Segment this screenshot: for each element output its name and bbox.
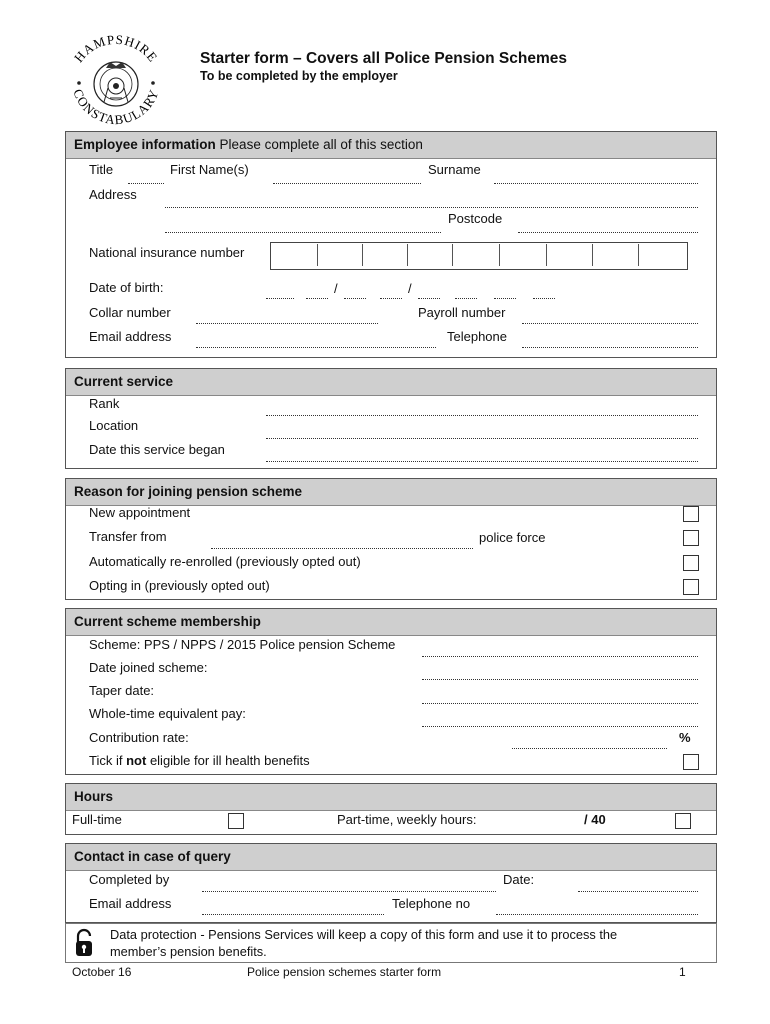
dob-label: Date of birth: — [89, 280, 164, 295]
contact-email-field[interactable] — [202, 914, 384, 915]
date-service-began-label: Date this service began — [89, 442, 225, 457]
data-protection-line-1: Data protection - Pensions Services will keep a copy of this form and use it to process the — [110, 927, 618, 942]
completed-by-field[interactable] — [202, 891, 496, 892]
auto-reenrolled-checkbox[interactable] — [683, 555, 699, 571]
ni-number-label: National insurance number — [89, 245, 245, 260]
scheme-membership-header: Current scheme membership — [66, 609, 716, 636]
contribution-rate-field[interactable] — [512, 748, 667, 749]
first-name-label: First Name(s) — [170, 162, 249, 177]
svg-text:CONSTABULARY: CONSTABULARY — [70, 86, 162, 128]
form-title: Starter form – Covers all Police Pension Schemes — [200, 50, 567, 67]
full-time-label: Full-time — [72, 812, 122, 827]
dob-month-digit-2[interactable] — [380, 298, 402, 299]
transfer-checkbox[interactable] — [683, 530, 699, 546]
wte-pay-label: Whole-time equivalent pay: — [89, 706, 246, 721]
postcode-label: Postcode — [448, 211, 503, 226]
ni-number-cell[interactable] — [362, 244, 407, 266]
address-field-line-2[interactable] — [165, 232, 441, 233]
scheme-field[interactable] — [422, 656, 698, 657]
ni-number-cell[interactable] — [546, 244, 591, 266]
dob-separator: / — [408, 281, 412, 296]
transfer-from-field[interactable] — [211, 548, 473, 549]
footer-form-name: Police pension schemes starter form — [247, 965, 442, 979]
telephone-label: Telephone — [447, 329, 507, 344]
footer-page-number: 1 — [679, 965, 686, 979]
opting-in-label: Opting in (previously opted out) — [89, 578, 270, 593]
payroll-number-field[interactable] — [522, 323, 698, 324]
dob-separator: / — [334, 281, 338, 296]
hours-section — [65, 783, 717, 835]
scheme-membership-section — [65, 608, 717, 775]
new-appointment-label: New appointment — [89, 505, 191, 520]
postcode-field[interactable] — [518, 232, 698, 233]
form-subtitle: To be completed by the employer — [200, 69, 398, 83]
title-field[interactable] — [128, 183, 164, 184]
address-field-line-1[interactable] — [165, 207, 698, 208]
title-label: Title — [89, 162, 114, 177]
ill-health-checkbox[interactable] — [683, 754, 699, 770]
telephone-field[interactable] — [522, 347, 698, 348]
contact-date-field[interactable] — [578, 891, 698, 892]
surname-field[interactable] — [494, 183, 698, 184]
dob-day-digit-1[interactable] — [266, 298, 294, 299]
completed-by-label: Completed by — [89, 872, 170, 887]
address-label: Address — [89, 187, 137, 202]
section-heading: Employee information — [74, 137, 216, 152]
dob-year-digit-3[interactable] — [494, 298, 516, 299]
auto-reenrolled-label: Automatically re-enrolled (previously opted out) — [89, 554, 361, 569]
payroll-number-label: Payroll number — [418, 305, 506, 320]
new-appointment-checkbox[interactable] — [683, 506, 699, 522]
part-time-checkbox[interactable] — [675, 813, 691, 829]
ill-health-not: not — [126, 753, 147, 768]
ni-number-cell[interactable] — [638, 244, 683, 266]
ni-number-cell[interactable] — [499, 244, 544, 266]
part-time-label: Part-time, weekly hours: — [337, 812, 477, 827]
transfer-from-label: Transfer from — [89, 529, 167, 544]
ni-number-cell[interactable] — [592, 244, 637, 266]
svg-text:HAMPSHIRE: HAMPSHIRE — [71, 31, 161, 66]
dob-year-digit-1[interactable] — [418, 298, 440, 299]
current-service-header: Current service — [66, 369, 716, 396]
rank-field[interactable] — [266, 415, 698, 416]
taper-date-field[interactable] — [422, 703, 698, 704]
contact-header: Contact in case of query — [66, 844, 716, 871]
collar-number-field[interactable] — [196, 323, 378, 324]
email-field[interactable] — [196, 347, 436, 348]
dob-year-digit-2[interactable] — [455, 298, 477, 299]
dob-day-digit-2[interactable] — [306, 298, 328, 299]
contact-telephone-field[interactable] — [496, 914, 698, 915]
contact-telephone-label: Telephone no — [392, 896, 471, 911]
date-joined-field[interactable] — [422, 679, 698, 680]
contact-date-label: Date: — [503, 872, 535, 887]
location-label: Location — [89, 418, 139, 433]
rank-label: Rank — [89, 396, 120, 411]
location-field[interactable] — [266, 438, 698, 439]
section-note: Please complete all of this section — [219, 137, 423, 152]
date-joined-label: Date joined scheme: — [89, 660, 208, 675]
dob-year-digit-4[interactable] — [533, 298, 555, 299]
contribution-rate-label: Contribution rate: — [89, 730, 189, 745]
email-label: Email address — [89, 329, 172, 344]
ni-number-cell[interactable] — [317, 244, 362, 266]
police-force-label: police force — [479, 530, 546, 545]
footer-date: October 16 — [72, 965, 132, 979]
wte-pay-field[interactable] — [422, 726, 698, 727]
ni-number-cell[interactable] — [407, 244, 452, 266]
opting-in-checkbox[interactable] — [683, 579, 699, 595]
full-time-checkbox[interactable] — [228, 813, 244, 829]
collar-number-label: Collar number — [89, 305, 171, 320]
first-name-field[interactable] — [273, 183, 421, 184]
ill-health-suffix: eligible for ill health benefits — [149, 753, 310, 768]
scheme-label: Scheme: PPS / NPPS / 2015 Police pension Scheme — [89, 637, 396, 652]
ill-health-prefix: Tick if — [89, 753, 123, 768]
ni-number-cell[interactable] — [272, 244, 316, 266]
reason-header: Reason for joining pension scheme — [66, 479, 716, 506]
ni-number-cell[interactable] — [452, 244, 497, 266]
data-protection-line-2: member’s pension benefits. — [110, 944, 267, 959]
contact-email-label: Email address — [89, 896, 172, 911]
taper-date-label: Taper date: — [89, 683, 155, 698]
employee-information-header — [66, 132, 716, 159]
lock-icon — [74, 928, 94, 958]
date-service-began-field[interactable] — [266, 461, 698, 462]
surname-label: Surname — [428, 162, 481, 177]
percent-sign: % — [679, 730, 691, 745]
constabulary-crest-logo — [60, 28, 172, 140]
weekly-hours-denominator: / 40 — [584, 812, 606, 827]
dob-month-digit-1[interactable] — [344, 298, 366, 299]
ill-health-label — [89, 753, 310, 768]
hours-header: Hours — [66, 784, 716, 811]
